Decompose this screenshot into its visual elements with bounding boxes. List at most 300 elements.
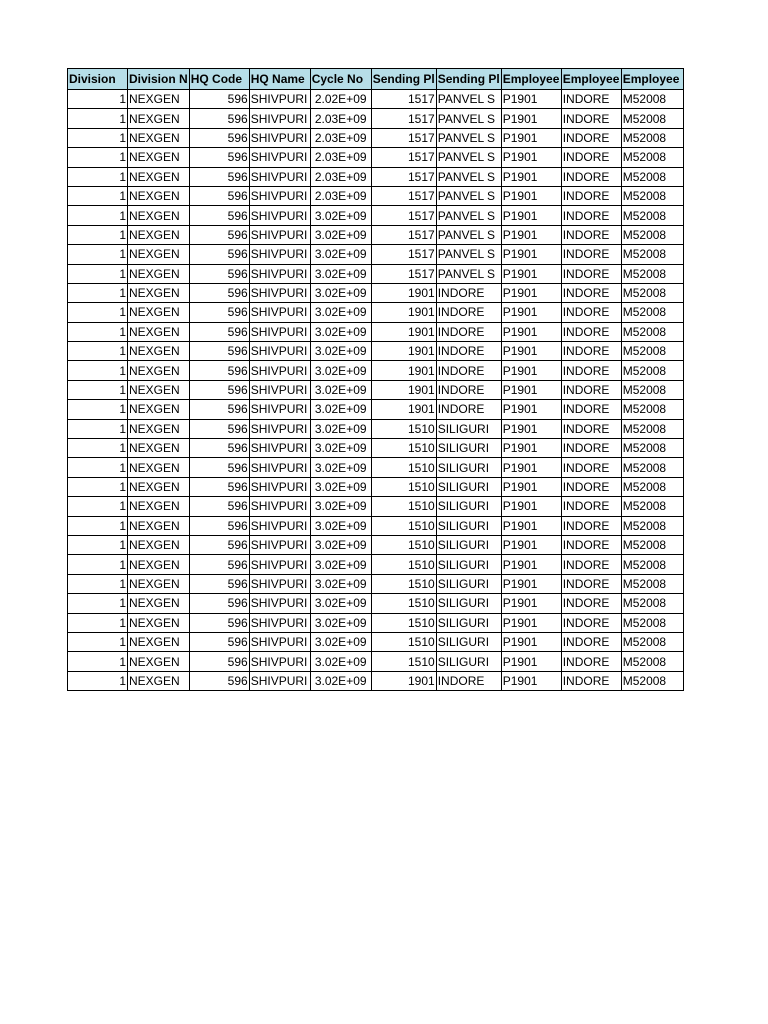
cell-sending-place-name[interactable]: PANVEL S — [436, 264, 501, 283]
cell-employee-id[interactable]: M52008 — [621, 90, 683, 109]
cell-division[interactable]: 1 — [68, 225, 128, 244]
cell-sending-place-name[interactable]: PANVEL S — [436, 90, 501, 109]
cell-division[interactable]: 1 — [68, 400, 128, 419]
cell-employee-code[interactable]: P1901 — [501, 671, 561, 690]
cell-employee-id[interactable]: M52008 — [621, 186, 683, 205]
cell-sending-place-name[interactable]: SILIGURI — [436, 613, 501, 632]
cell-hq-code[interactable]: 596 — [189, 90, 249, 109]
header-sending-place-name[interactable]: Sending Pl — [436, 69, 501, 90]
cell-hq-code[interactable]: 596 — [189, 400, 249, 419]
cell-cycle-no[interactable]: 3.02E+09 — [310, 283, 371, 302]
cell-employee-code[interactable]: P1901 — [501, 477, 561, 496]
cell-division[interactable]: 1 — [68, 90, 128, 109]
cell-division-name[interactable]: NEXGEN — [128, 186, 190, 205]
cell-sending-place-name[interactable]: INDORE — [436, 361, 501, 380]
cell-sending-place-name[interactable]: INDORE — [436, 283, 501, 302]
cell-cycle-no[interactable]: 3.02E+09 — [310, 206, 371, 225]
cell-hq-name[interactable]: SHIVPURI — [249, 574, 310, 593]
cell-employee-hq[interactable]: INDORE — [561, 148, 621, 167]
cell-hq-code[interactable]: 596 — [189, 594, 249, 613]
cell-employee-id[interactable]: M52008 — [621, 400, 683, 419]
cell-division[interactable]: 1 — [68, 322, 128, 341]
cell-hq-code[interactable]: 596 — [189, 380, 249, 399]
cell-sending-place-name[interactable]: INDORE — [436, 380, 501, 399]
cell-hq-name[interactable]: SHIVPURI — [249, 400, 310, 419]
cell-division-name[interactable]: NEXGEN — [128, 283, 190, 302]
cell-sending-place-name[interactable]: SILIGURI — [436, 516, 501, 535]
cell-sending-place-name[interactable]: PANVEL S — [436, 186, 501, 205]
header-employee-id[interactable]: Employee — [621, 69, 683, 90]
cell-cycle-no[interactable]: 3.02E+09 — [310, 632, 371, 651]
cell-hq-name[interactable]: SHIVPURI — [249, 419, 310, 438]
cell-employee-hq[interactable]: INDORE — [561, 322, 621, 341]
cell-division-name[interactable]: NEXGEN — [128, 90, 190, 109]
cell-cycle-no[interactable]: 2.03E+09 — [310, 109, 371, 128]
cell-employee-code[interactable]: P1901 — [501, 497, 561, 516]
cell-cycle-no[interactable]: 3.02E+09 — [310, 264, 371, 283]
cell-employee-hq[interactable]: INDORE — [561, 225, 621, 244]
cell-division[interactable]: 1 — [68, 380, 128, 399]
header-sending-place-code[interactable]: Sending Pl — [371, 69, 436, 90]
cell-division-name[interactable]: NEXGEN — [128, 206, 190, 225]
cell-sending-place-code[interactable]: 1510 — [371, 477, 436, 496]
cell-hq-code[interactable]: 596 — [189, 225, 249, 244]
cell-hq-code[interactable]: 596 — [189, 458, 249, 477]
cell-hq-code[interactable]: 596 — [189, 186, 249, 205]
cell-hq-name[interactable]: SHIVPURI — [249, 128, 310, 147]
cell-sending-place-name[interactable]: SILIGURI — [436, 555, 501, 574]
cell-division[interactable]: 1 — [68, 574, 128, 593]
cell-hq-name[interactable]: SHIVPURI — [249, 380, 310, 399]
cell-hq-code[interactable]: 596 — [189, 439, 249, 458]
cell-cycle-no[interactable]: 3.02E+09 — [310, 458, 371, 477]
cell-employee-code[interactable]: P1901 — [501, 206, 561, 225]
cell-division[interactable]: 1 — [68, 303, 128, 322]
cell-employee-hq[interactable]: INDORE — [561, 632, 621, 651]
header-division[interactable]: Division — [68, 69, 128, 90]
cell-hq-code[interactable]: 596 — [189, 632, 249, 651]
cell-sending-place-code[interactable]: 1901 — [371, 380, 436, 399]
cell-sending-place-name[interactable]: SILIGURI — [436, 574, 501, 593]
cell-sending-place-name[interactable]: SILIGURI — [436, 594, 501, 613]
cell-division-name[interactable]: NEXGEN — [128, 148, 190, 167]
cell-employee-code[interactable]: P1901 — [501, 109, 561, 128]
cell-employee-hq[interactable]: INDORE — [561, 186, 621, 205]
cell-cycle-no[interactable]: 3.02E+09 — [310, 613, 371, 632]
cell-division-name[interactable]: NEXGEN — [128, 632, 190, 651]
cell-sending-place-code[interactable]: 1901 — [371, 400, 436, 419]
cell-division[interactable]: 1 — [68, 206, 128, 225]
cell-hq-code[interactable]: 596 — [189, 148, 249, 167]
cell-hq-name[interactable]: SHIVPURI — [249, 516, 310, 535]
cell-cycle-no[interactable]: 3.02E+09 — [310, 419, 371, 438]
cell-division[interactable]: 1 — [68, 148, 128, 167]
cell-sending-place-name[interactable]: PANVEL S — [436, 206, 501, 225]
cell-cycle-no[interactable]: 3.02E+09 — [310, 652, 371, 671]
cell-cycle-no[interactable]: 3.02E+09 — [310, 671, 371, 690]
cell-sending-place-code[interactable]: 1510 — [371, 555, 436, 574]
cell-employee-code[interactable]: P1901 — [501, 652, 561, 671]
cell-sending-place-name[interactable]: SILIGURI — [436, 535, 501, 554]
cell-employee-id[interactable]: M52008 — [621, 516, 683, 535]
cell-division[interactable]: 1 — [68, 671, 128, 690]
cell-employee-id[interactable]: M52008 — [621, 342, 683, 361]
cell-cycle-no[interactable]: 3.02E+09 — [310, 574, 371, 593]
cell-employee-hq[interactable]: INDORE — [561, 109, 621, 128]
cell-employee-id[interactable]: M52008 — [621, 109, 683, 128]
cell-division-name[interactable]: NEXGEN — [128, 225, 190, 244]
cell-employee-code[interactable]: P1901 — [501, 555, 561, 574]
cell-sending-place-code[interactable]: 1510 — [371, 439, 436, 458]
cell-sending-place-code[interactable]: 1510 — [371, 419, 436, 438]
cell-cycle-no[interactable]: 2.03E+09 — [310, 186, 371, 205]
cell-hq-code[interactable]: 596 — [189, 283, 249, 302]
cell-employee-code[interactable]: P1901 — [501, 148, 561, 167]
cell-employee-hq[interactable]: INDORE — [561, 477, 621, 496]
cell-employee-id[interactable]: M52008 — [621, 458, 683, 477]
cell-division[interactable]: 1 — [68, 342, 128, 361]
cell-division-name[interactable]: NEXGEN — [128, 652, 190, 671]
cell-cycle-no[interactable]: 3.02E+09 — [310, 322, 371, 341]
cell-division[interactable]: 1 — [68, 535, 128, 554]
cell-employee-hq[interactable]: INDORE — [561, 574, 621, 593]
cell-employee-id[interactable]: M52008 — [621, 206, 683, 225]
cell-cycle-no[interactable]: 3.02E+09 — [310, 303, 371, 322]
cell-division[interactable]: 1 — [68, 458, 128, 477]
cell-hq-code[interactable]: 596 — [189, 322, 249, 341]
cell-employee-hq[interactable]: INDORE — [561, 167, 621, 186]
cell-sending-place-name[interactable]: PANVEL S — [436, 245, 501, 264]
cell-division-name[interactable]: NEXGEN — [128, 516, 190, 535]
cell-division[interactable]: 1 — [68, 477, 128, 496]
cell-cycle-no[interactable]: 2.03E+09 — [310, 167, 371, 186]
cell-division-name[interactable]: NEXGEN — [128, 109, 190, 128]
cell-cycle-no[interactable]: 3.02E+09 — [310, 497, 371, 516]
cell-employee-id[interactable]: M52008 — [621, 245, 683, 264]
cell-hq-code[interactable]: 596 — [189, 652, 249, 671]
cell-sending-place-code[interactable]: 1517 — [371, 225, 436, 244]
cell-division[interactable]: 1 — [68, 109, 128, 128]
cell-division-name[interactable]: NEXGEN — [128, 245, 190, 264]
cell-sending-place-code[interactable]: 1510 — [371, 516, 436, 535]
cell-hq-name[interactable]: SHIVPURI — [249, 632, 310, 651]
cell-employee-code[interactable]: P1901 — [501, 283, 561, 302]
cell-hq-code[interactable]: 596 — [189, 419, 249, 438]
cell-employee-id[interactable]: M52008 — [621, 322, 683, 341]
cell-cycle-no[interactable]: 3.02E+09 — [310, 361, 371, 380]
cell-sending-place-code[interactable]: 1510 — [371, 652, 436, 671]
cell-hq-name[interactable]: SHIVPURI — [249, 555, 310, 574]
cell-sending-place-code[interactable]: 1517 — [371, 167, 436, 186]
cell-hq-name[interactable]: SHIVPURI — [249, 225, 310, 244]
cell-hq-name[interactable]: SHIVPURI — [249, 245, 310, 264]
cell-hq-code[interactable]: 596 — [189, 671, 249, 690]
cell-division-name[interactable]: NEXGEN — [128, 322, 190, 341]
cell-employee-code[interactable]: P1901 — [501, 342, 561, 361]
cell-cycle-no[interactable]: 3.02E+09 — [310, 535, 371, 554]
cell-hq-name[interactable]: SHIVPURI — [249, 671, 310, 690]
cell-hq-name[interactable]: SHIVPURI — [249, 264, 310, 283]
cell-employee-code[interactable]: P1901 — [501, 458, 561, 477]
cell-employee-code[interactable]: P1901 — [501, 632, 561, 651]
cell-cycle-no[interactable]: 3.02E+09 — [310, 555, 371, 574]
cell-cycle-no[interactable]: 3.02E+09 — [310, 342, 371, 361]
cell-employee-hq[interactable]: INDORE — [561, 264, 621, 283]
cell-cycle-no[interactable]: 3.02E+09 — [310, 516, 371, 535]
cell-sending-place-name[interactable]: INDORE — [436, 322, 501, 341]
cell-employee-code[interactable]: P1901 — [501, 535, 561, 554]
cell-sending-place-code[interactable]: 1510 — [371, 632, 436, 651]
cell-division[interactable]: 1 — [68, 594, 128, 613]
cell-division-name[interactable]: NEXGEN — [128, 671, 190, 690]
cell-sending-place-name[interactable]: SILIGURI — [436, 439, 501, 458]
cell-division-name[interactable]: NEXGEN — [128, 128, 190, 147]
cell-employee-code[interactable]: P1901 — [501, 419, 561, 438]
cell-sending-place-name[interactable]: PANVEL S — [436, 225, 501, 244]
cell-employee-id[interactable]: M52008 — [621, 419, 683, 438]
cell-employee-hq[interactable]: INDORE — [561, 516, 621, 535]
cell-division-name[interactable]: NEXGEN — [128, 361, 190, 380]
cell-employee-hq[interactable]: INDORE — [561, 594, 621, 613]
cell-hq-code[interactable]: 596 — [189, 206, 249, 225]
cell-employee-id[interactable]: M52008 — [621, 439, 683, 458]
cell-employee-hq[interactable]: INDORE — [561, 245, 621, 264]
cell-employee-code[interactable]: P1901 — [501, 186, 561, 205]
cell-employee-code[interactable]: P1901 — [501, 245, 561, 264]
cell-cycle-no[interactable]: 3.02E+09 — [310, 477, 371, 496]
cell-division-name[interactable]: NEXGEN — [128, 167, 190, 186]
cell-employee-id[interactable]: M52008 — [621, 535, 683, 554]
cell-division[interactable]: 1 — [68, 439, 128, 458]
header-cycle-no[interactable]: Cycle No — [310, 69, 371, 90]
cell-employee-code[interactable]: P1901 — [501, 322, 561, 341]
cell-sending-place-name[interactable]: PANVEL S — [436, 109, 501, 128]
cell-hq-code[interactable]: 596 — [189, 574, 249, 593]
cell-sending-place-name[interactable]: PANVEL S — [436, 148, 501, 167]
cell-sending-place-code[interactable]: 1510 — [371, 613, 436, 632]
cell-division[interactable]: 1 — [68, 186, 128, 205]
cell-sending-place-name[interactable]: SILIGURI — [436, 477, 501, 496]
cell-sending-place-code[interactable]: 1517 — [371, 245, 436, 264]
cell-division-name[interactable]: NEXGEN — [128, 477, 190, 496]
cell-division-name[interactable]: NEXGEN — [128, 439, 190, 458]
cell-sending-place-name[interactable]: INDORE — [436, 671, 501, 690]
cell-division[interactable]: 1 — [68, 264, 128, 283]
cell-sending-place-name[interactable]: PANVEL S — [436, 167, 501, 186]
cell-division-name[interactable]: NEXGEN — [128, 574, 190, 593]
cell-sending-place-code[interactable]: 1517 — [371, 148, 436, 167]
cell-sending-place-name[interactable]: INDORE — [436, 400, 501, 419]
cell-employee-hq[interactable]: INDORE — [561, 439, 621, 458]
cell-sending-place-code[interactable]: 1901 — [371, 303, 436, 322]
cell-hq-name[interactable]: SHIVPURI — [249, 283, 310, 302]
cell-sending-place-code[interactable]: 1901 — [371, 322, 436, 341]
cell-employee-code[interactable]: P1901 — [501, 613, 561, 632]
cell-employee-code[interactable]: P1901 — [501, 90, 561, 109]
cell-employee-hq[interactable]: INDORE — [561, 361, 621, 380]
cell-employee-hq[interactable]: INDORE — [561, 342, 621, 361]
cell-division-name[interactable]: NEXGEN — [128, 419, 190, 438]
cell-division[interactable]: 1 — [68, 497, 128, 516]
cell-hq-code[interactable]: 596 — [189, 516, 249, 535]
cell-hq-name[interactable]: SHIVPURI — [249, 342, 310, 361]
cell-employee-id[interactable]: M52008 — [621, 671, 683, 690]
cell-hq-name[interactable]: SHIVPURI — [249, 594, 310, 613]
cell-sending-place-name[interactable]: INDORE — [436, 342, 501, 361]
cell-employee-id[interactable]: M52008 — [621, 148, 683, 167]
cell-division-name[interactable]: NEXGEN — [128, 497, 190, 516]
cell-employee-hq[interactable]: INDORE — [561, 400, 621, 419]
cell-hq-code[interactable]: 596 — [189, 245, 249, 264]
cell-hq-code[interactable]: 596 — [189, 109, 249, 128]
cell-division[interactable]: 1 — [68, 555, 128, 574]
cell-hq-name[interactable]: SHIVPURI — [249, 109, 310, 128]
cell-employee-id[interactable]: M52008 — [621, 283, 683, 302]
cell-employee-code[interactable]: P1901 — [501, 264, 561, 283]
cell-division[interactable]: 1 — [68, 283, 128, 302]
cell-hq-name[interactable]: SHIVPURI — [249, 458, 310, 477]
cell-employee-id[interactable]: M52008 — [621, 128, 683, 147]
cell-hq-code[interactable]: 596 — [189, 303, 249, 322]
cell-hq-name[interactable]: SHIVPURI — [249, 439, 310, 458]
cell-division[interactable]: 1 — [68, 632, 128, 651]
cell-employee-code[interactable]: P1901 — [501, 361, 561, 380]
cell-division[interactable]: 1 — [68, 128, 128, 147]
cell-employee-id[interactable]: M52008 — [621, 613, 683, 632]
cell-hq-code[interactable]: 596 — [189, 128, 249, 147]
cell-hq-code[interactable]: 596 — [189, 535, 249, 554]
cell-employee-code[interactable]: P1901 — [501, 594, 561, 613]
cell-employee-hq[interactable]: INDORE — [561, 419, 621, 438]
cell-sending-place-code[interactable]: 1901 — [371, 342, 436, 361]
cell-employee-id[interactable]: M52008 — [621, 361, 683, 380]
cell-sending-place-code[interactable]: 1510 — [371, 535, 436, 554]
cell-sending-place-name[interactable]: SILIGURI — [436, 652, 501, 671]
cell-sending-place-name[interactable]: SILIGURI — [436, 632, 501, 651]
cell-employee-id[interactable]: M52008 — [621, 594, 683, 613]
cell-division-name[interactable]: NEXGEN — [128, 380, 190, 399]
cell-employee-code[interactable]: P1901 — [501, 516, 561, 535]
cell-cycle-no[interactable]: 2.03E+09 — [310, 128, 371, 147]
cell-hq-name[interactable]: SHIVPURI — [249, 186, 310, 205]
cell-employee-id[interactable]: M52008 — [621, 555, 683, 574]
cell-employee-id[interactable]: M52008 — [621, 574, 683, 593]
header-employee-hq[interactable]: Employee — [561, 69, 621, 90]
header-employee-code[interactable]: Employee — [501, 69, 561, 90]
cell-hq-name[interactable]: SHIVPURI — [249, 167, 310, 186]
cell-sending-place-name[interactable]: INDORE — [436, 303, 501, 322]
cell-employee-id[interactable]: M52008 — [621, 167, 683, 186]
cell-employee-code[interactable]: P1901 — [501, 400, 561, 419]
cell-employee-hq[interactable]: INDORE — [561, 380, 621, 399]
header-division-name[interactable]: Division N — [128, 69, 190, 90]
cell-cycle-no[interactable]: 3.02E+09 — [310, 380, 371, 399]
cell-employee-code[interactable]: P1901 — [501, 574, 561, 593]
cell-employee-id[interactable]: M52008 — [621, 380, 683, 399]
cell-cycle-no[interactable]: 3.02E+09 — [310, 245, 371, 264]
cell-hq-code[interactable]: 596 — [189, 497, 249, 516]
cell-division-name[interactable]: NEXGEN — [128, 555, 190, 574]
cell-sending-place-code[interactable]: 1901 — [371, 283, 436, 302]
cell-employee-hq[interactable]: INDORE — [561, 90, 621, 109]
cell-hq-code[interactable]: 596 — [189, 555, 249, 574]
cell-employee-code[interactable]: P1901 — [501, 128, 561, 147]
cell-hq-name[interactable]: SHIVPURI — [249, 361, 310, 380]
cell-hq-code[interactable]: 596 — [189, 361, 249, 380]
cell-division[interactable]: 1 — [68, 516, 128, 535]
cell-division-name[interactable]: NEXGEN — [128, 342, 190, 361]
cell-division-name[interactable]: NEXGEN — [128, 613, 190, 632]
cell-hq-name[interactable]: SHIVPURI — [249, 477, 310, 496]
cell-division-name[interactable]: NEXGEN — [128, 594, 190, 613]
cell-employee-code[interactable]: P1901 — [501, 439, 561, 458]
header-hq-code[interactable]: HQ Code — [189, 69, 249, 90]
cell-employee-id[interactable]: M52008 — [621, 303, 683, 322]
cell-employee-id[interactable]: M52008 — [621, 477, 683, 496]
cell-division-name[interactable]: NEXGEN — [128, 458, 190, 477]
cell-hq-name[interactable]: SHIVPURI — [249, 90, 310, 109]
cell-employee-hq[interactable]: INDORE — [561, 206, 621, 225]
cell-employee-code[interactable]: P1901 — [501, 380, 561, 399]
cell-hq-name[interactable]: SHIVPURI — [249, 148, 310, 167]
cell-hq-code[interactable]: 596 — [189, 167, 249, 186]
cell-cycle-no[interactable]: 3.02E+09 — [310, 225, 371, 244]
cell-hq-name[interactable]: SHIVPURI — [249, 322, 310, 341]
cell-hq-name[interactable]: SHIVPURI — [249, 303, 310, 322]
cell-employee-code[interactable]: P1901 — [501, 303, 561, 322]
cell-cycle-no[interactable]: 2.02E+09 — [310, 90, 371, 109]
cell-division[interactable]: 1 — [68, 361, 128, 380]
cell-employee-id[interactable]: M52008 — [621, 632, 683, 651]
cell-sending-place-code[interactable]: 1517 — [371, 206, 436, 225]
cell-employee-id[interactable]: M52008 — [621, 497, 683, 516]
cell-employee-hq[interactable]: INDORE — [561, 652, 621, 671]
cell-division[interactable]: 1 — [68, 652, 128, 671]
cell-division-name[interactable]: NEXGEN — [128, 535, 190, 554]
header-hq-name[interactable]: HQ Name — [249, 69, 310, 90]
cell-employee-hq[interactable]: INDORE — [561, 128, 621, 147]
cell-division[interactable]: 1 — [68, 613, 128, 632]
cell-sending-place-code[interactable]: 1510 — [371, 594, 436, 613]
cell-employee-hq[interactable]: INDORE — [561, 458, 621, 477]
cell-employee-hq[interactable]: INDORE — [561, 497, 621, 516]
cell-sending-place-code[interactable]: 1517 — [371, 109, 436, 128]
cell-hq-name[interactable]: SHIVPURI — [249, 497, 310, 516]
cell-employee-code[interactable]: P1901 — [501, 225, 561, 244]
cell-hq-name[interactable]: SHIVPURI — [249, 652, 310, 671]
cell-sending-place-code[interactable]: 1510 — [371, 458, 436, 477]
cell-employee-hq[interactable]: INDORE — [561, 671, 621, 690]
cell-sending-place-code[interactable]: 1517 — [371, 90, 436, 109]
cell-hq-code[interactable]: 596 — [189, 342, 249, 361]
cell-sending-place-code[interactable]: 1901 — [371, 361, 436, 380]
cell-employee-hq[interactable]: INDORE — [561, 303, 621, 322]
cell-division-name[interactable]: NEXGEN — [128, 264, 190, 283]
cell-division[interactable]: 1 — [68, 245, 128, 264]
cell-cycle-no[interactable]: 3.02E+09 — [310, 400, 371, 419]
cell-sending-place-code[interactable]: 1517 — [371, 128, 436, 147]
cell-hq-name[interactable]: SHIVPURI — [249, 535, 310, 554]
cell-hq-name[interactable]: SHIVPURI — [249, 613, 310, 632]
cell-employee-code[interactable]: P1901 — [501, 167, 561, 186]
cell-hq-code[interactable]: 596 — [189, 264, 249, 283]
cell-sending-place-code[interactable]: 1510 — [371, 574, 436, 593]
cell-employee-id[interactable]: M52008 — [621, 225, 683, 244]
cell-cycle-no[interactable]: 2.03E+09 — [310, 148, 371, 167]
cell-sending-place-code[interactable]: 1517 — [371, 264, 436, 283]
cell-division-name[interactable]: NEXGEN — [128, 400, 190, 419]
cell-employee-id[interactable]: M52008 — [621, 652, 683, 671]
